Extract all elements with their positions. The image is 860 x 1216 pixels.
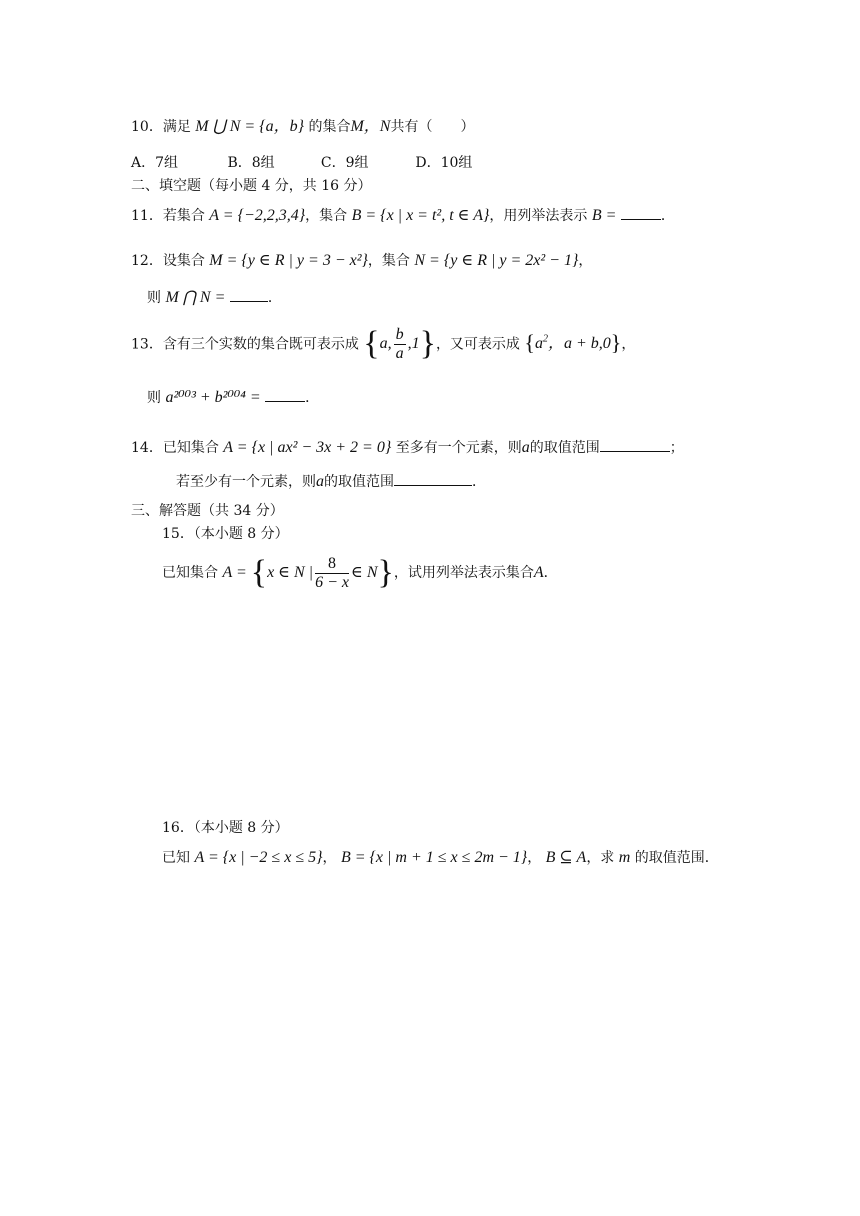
question-14-line-2: 若至少有一个元素，则a的取值范围 ．	[176, 473, 486, 490]
q13-then: 则	[147, 390, 161, 406]
question-11	[131, 205, 675, 226]
q10-tail: 共有（ ）	[390, 119, 475, 135]
q13-set-2: {$a^2$，a + b,0}	[524, 330, 622, 356]
q12-set-n: N = {y ∈ R | y = 2x² − 1}	[414, 252, 579, 269]
q13-set-1: {a, $\frac{b}{a}$ ,1}	[363, 325, 436, 363]
q14-answer-blank-1	[600, 437, 670, 452]
q11-text-1: 若集合	[162, 208, 205, 224]
q10-option-c: C．9组	[320, 155, 369, 171]
q13-fraction	[394, 326, 406, 363]
q16-sep-1: ，	[322, 850, 337, 866]
question-12	[131, 251, 592, 271]
question-12-line-2	[147, 287, 282, 308]
section-2-heading: 二、填空题（每小题 4 分，共 16 分）	[131, 178, 372, 194]
q16-sep-2: ，	[527, 850, 542, 866]
q11-text-3: ，用列举法表示	[489, 208, 588, 224]
q12-text-1: 设集合	[162, 253, 205, 269]
q15-text-3: ．	[543, 565, 558, 581]
q11-b-equals: B =	[591, 207, 617, 224]
q16-set-b: B = {x | m + 1 ≤ x ≤ 2m − 1}	[340, 849, 528, 866]
q15-text-1: 已知集合	[162, 565, 218, 581]
q16-set-a: A = {x | −2 ≤ x ≤ 5}	[194, 849, 323, 866]
q13-number: 13．	[131, 336, 163, 353]
q14-answer-blank-2	[394, 471, 472, 486]
q10-option-d: D．10组	[415, 155, 473, 171]
q12-text-3: ，	[578, 253, 593, 269]
q14-text-2: 至多有一个元素，则	[395, 440, 522, 456]
q10-text: 满足	[162, 119, 191, 135]
question-13-line-2	[147, 387, 319, 408]
q13-text-1: 含有三个实数的集合既可表示成	[162, 336, 359, 353]
q15-set-a: A = {x ∈ N | $\frac{8}{6 - x}$ ∈ N}	[222, 554, 394, 591]
q10-options	[131, 153, 472, 173]
q11-number: 11．	[131, 208, 163, 224]
q14-line2-text-3: ．	[472, 474, 486, 490]
question-16: 已知 A = {x | −2 ≤ x ≤ 5}， B = {x | m + 1 ≤ x ≤ 2m − 1}， B ⊆ A，求 m 的取值范围．	[162, 849, 719, 866]
q10-text-after: 的集合	[308, 119, 351, 135]
q13-answer-blank	[265, 387, 305, 402]
q16-text-3: 的取值范围．	[634, 850, 719, 866]
q14-line2-text-2: 的取值范围	[324, 474, 394, 490]
q15-frac-num: 8	[315, 555, 349, 574]
q11-text-5: ．	[660, 208, 675, 224]
q14-text-1: 已知集合	[162, 440, 219, 456]
q12-text-2: ，集合	[367, 253, 410, 269]
q13-frac-den: a	[395, 345, 404, 363]
q14-set-a: A = {x | ax² − 3x + 2 = 0}	[223, 439, 392, 456]
q13-text-2: ，又可表示成	[435, 336, 520, 353]
q14-line2-text-1: 若至少有一个元素，则	[176, 474, 316, 490]
q12-number: 12．	[131, 253, 163, 269]
q10-formula: M ⋃ N = {a，b}	[195, 118, 305, 135]
question-14: 14．已知集合 A = {x | ax² − 3x + 2 = 0} 至多有一个元素，则a的取值范围 ；	[131, 439, 684, 456]
q13-frac-num: b	[395, 326, 404, 344]
q12-period: ．	[267, 290, 282, 306]
question-15: 已知集合 A = {x ∈ N | $\frac{8}{6 - x}$ ∈ N}，试用列举法表示集合A．	[162, 554, 558, 591]
q11-set-b: B = {x | x = t², t ∈ A}	[351, 207, 490, 224]
q10-vars: M，N	[350, 118, 391, 135]
q14-text-3: 的取值范围	[529, 440, 600, 456]
q10-option-a: A．7组	[131, 155, 179, 171]
q15-header: 15．（本小题 8 分）	[162, 526, 289, 542]
q14-text-4: ；	[669, 440, 684, 456]
q13-period: ．	[305, 390, 320, 406]
q14-number: 14．	[131, 440, 163, 456]
section-3-heading: 三、解答题（共 34 分）	[131, 503, 284, 519]
q15-text-2: ，试用列举法表示集合	[393, 565, 534, 581]
question-13: 13．含有三个实数的集合既可表示成 {a, $\frac{b}{a}$ ,1}，又可表示成 {$a^2$，a + b,0}，	[131, 325, 636, 363]
q13-expression: a²⁰⁰³ + b²⁰⁰⁴ =	[165, 389, 261, 406]
q16-subset: B ⊆ A	[545, 849, 587, 866]
q15-fraction	[315, 555, 349, 592]
q10-number: 10．	[131, 119, 163, 135]
q16-text-1: 已知	[162, 850, 190, 866]
question-10	[131, 117, 474, 137]
q15-frac-den: 6 − x	[315, 573, 349, 591]
q12-intersection: M ⋂ N =	[165, 289, 226, 306]
q12-answer-blank	[230, 287, 268, 302]
q11-set-a: A = {−2,2,3,4}	[209, 207, 306, 224]
q16-text-2: ，求	[586, 850, 615, 866]
q16-header: 16．（本小题 8 分）	[162, 820, 289, 836]
q12-set-m: M = {y ∈ R | y = 3 − x²}	[209, 252, 368, 269]
q12-then: 则	[147, 290, 161, 306]
q11-answer-blank	[621, 205, 661, 220]
q10-option-b: B．8组	[227, 155, 275, 171]
q11-text-2: ，集合	[305, 208, 348, 224]
